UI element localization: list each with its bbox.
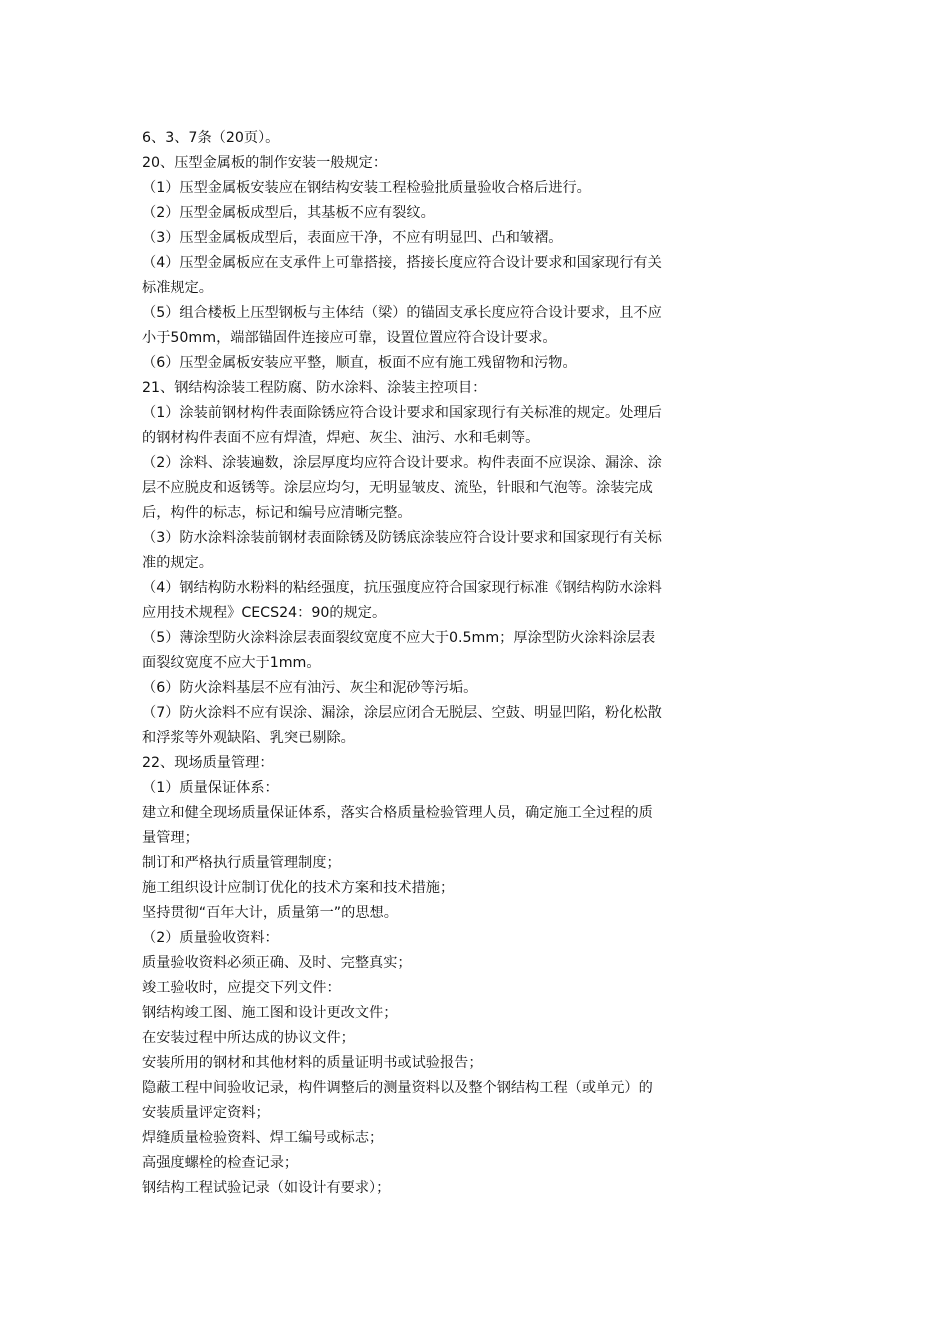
text-line: 在安装过程中所达成的协议文件； (142, 1030, 355, 1046)
text-line: （2）质量验收资料： (142, 930, 279, 946)
text-line: 安装所用的钢材和其他材料的质量证明书或试验报告； (142, 1055, 483, 1071)
text-line: 安装质量评定资料； (142, 1105, 270, 1121)
text-line: 准的规定。 (142, 555, 213, 571)
text-line: （3）防水涂料涂装前钢材表面除锈及防锈底涂装应符合设计要求和国家现行有关标 (142, 530, 662, 546)
text-line: 制订和严格执行质量管理制度； (142, 855, 341, 871)
text-line: 和浮浆等外观缺陷、乳突已剔除。 (142, 730, 355, 746)
text-line: （6）防火涂料基层不应有油污、灰尘和泥砂等污垢。 (142, 680, 478, 696)
text-line: 坚持贯彻“百年大计，质量第一”的思想。 (142, 905, 398, 921)
text-line: 的钢材构件表面不应有焊渣，焊疤、灰尘、油污、水和毛刺等。 (142, 430, 540, 446)
text-line: 应用技术规程》CECS24：90的规定。 (142, 605, 387, 621)
text-line: 钢结构竣工图、施工图和设计更改文件； (142, 1005, 398, 1021)
text-line: （1）压型金属板安装应在钢结构安装工程检验批质量验收合格后进行。 (142, 180, 591, 196)
text-line: （6）压型金属板安装应平整，顺直，板面不应有施工残留物和污物。 (142, 355, 577, 371)
text-line: 竣工验收时，应提交下列文件： (142, 980, 341, 996)
text-line: （4）钢结构防水粉料的粘经强度，抗压强度应符合国家现行标准《钢结构防水涂料 (142, 580, 662, 596)
text-line: 面裂纹宽度不应大于1mm。 (142, 655, 321, 671)
text-line: 钢结构工程试验记录（如设计有要求）； (142, 1180, 391, 1196)
text-line: （3）压型金属板成型后，表面应干净，不应有明显凹、凸和皱褶。 (142, 230, 563, 246)
text-line: 20、压型金属板的制作安装一般规定： (142, 155, 388, 171)
text-line: （5）薄涂型防火涂料涂层表面裂纹宽度不应大于0.5mm；厚涂型防火涂料涂层表 (142, 630, 656, 646)
text-line: （7）防火涂料不应有误涂、漏涂，涂层应闭合无脱层、空鼓、明显凹陷，粉化松散 (142, 705, 662, 721)
document-body (142, 126, 762, 1201)
text-line: （2）涂料、涂装遍数，涂层厚度均应符合设计要求。构件表面不应误涂、漏涂、涂 (142, 455, 662, 471)
text-line: 隐蔽工程中间验收记录，构件调整后的测量资料以及整个钢结构工程（或单元）的 (142, 1080, 653, 1096)
text-line: 标准规定。 (142, 280, 213, 296)
text-line: 6、3、7条（20页）。 (142, 130, 280, 146)
text-line: 22、现场质量管理： (142, 755, 274, 771)
text-line: 施工组织设计应制订优化的技术方案和技术措施； (142, 880, 455, 896)
text-line: （2）压型金属板成型后，其基板不应有裂纹。 (142, 205, 435, 221)
text-line: 小于50mm，端部锚固件连接应可靠，设置位置应符合设计要求。 (142, 330, 557, 346)
text-line: （4）压型金属板应在支承件上可靠搭接，搭接长度应符合设计要求和国家现行有关 (142, 255, 662, 271)
text-line: 量管理； (142, 830, 199, 846)
text-line: （1）涂装前钢材构件表面除锈应符合设计要求和国家现行有关标准的规定。处理后 (142, 405, 662, 421)
text-line: 后，构件的标志，标记和编号应清晰完整。 (142, 505, 412, 521)
text-line: （5）组合楼板上压型钢板与主体结（梁）的锚固支承长度应符合设计要求，且不应 (142, 305, 662, 321)
text-line: 高强度螺栓的检查记录； (142, 1155, 299, 1171)
text-line: 焊缝质量检验资料、焊工编号或标志； (142, 1130, 384, 1146)
text-line: 层不应脱皮和返锈等。涂层应均匀，无明显皱皮、流坠，针眼和气泡等。涂装完成 (142, 480, 653, 496)
text-line: （1）质量保证体系： (142, 780, 279, 796)
text-line: 质量验收资料必须正确、及时、完整真实； (142, 955, 412, 971)
text-line: 建立和健全现场质量保证体系，落实合格质量检验管理人员，确定施工全过程的质 (142, 805, 653, 821)
text-line: 21、钢结构涂装工程防腐、防水涂料、涂装主控项目： (142, 380, 487, 396)
